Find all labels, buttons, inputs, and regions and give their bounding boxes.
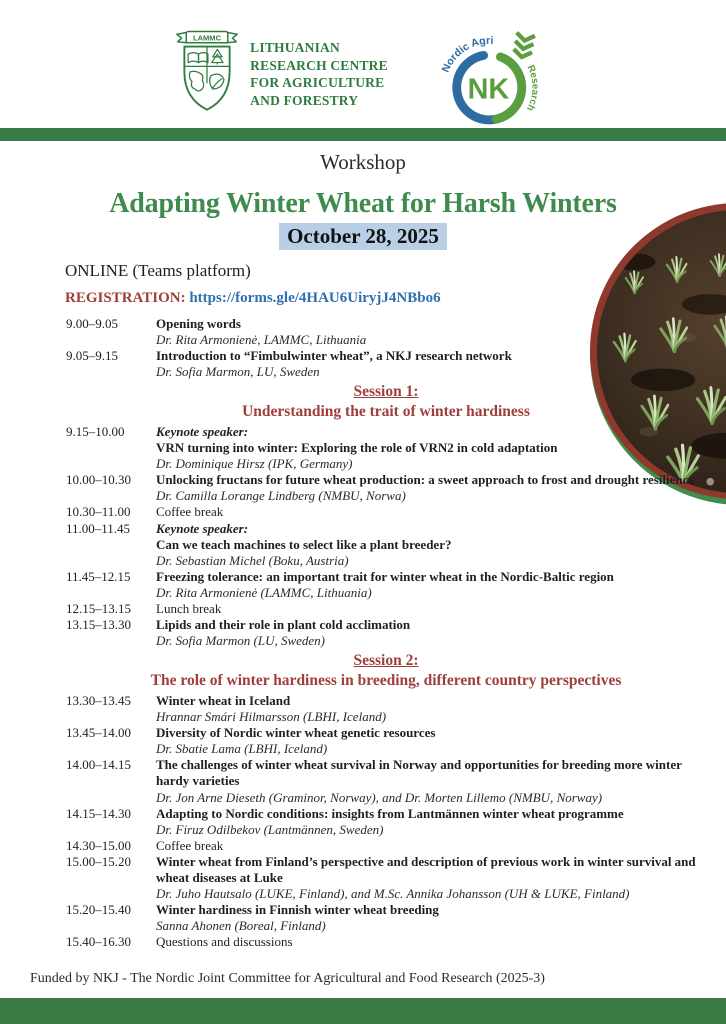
talk-title: Lunch break [156, 601, 222, 617]
talk-title: Lipids and their role in plant cold acclimation [156, 617, 411, 633]
schedule-row [66, 934, 706, 950]
schedule-row [66, 838, 706, 854]
schedule [66, 316, 706, 951]
event-date-line [0, 223, 726, 250]
time-slot: 13.15–13.30 [66, 617, 131, 633]
schedule-row [66, 424, 706, 472]
talk-title: Unlocking fructans for future wheat production: a sweet approach to frost and drought resilience [156, 472, 695, 488]
time-slot: 10.00–10.30 [66, 472, 131, 488]
talk-details [156, 424, 704, 472]
nkj-arc-text-top: Nordic Agri [439, 34, 494, 75]
schedule-row [66, 348, 706, 380]
talk-title: Adapting to Nordic conditions: insights from Lantmännen winter wheat programme [156, 805, 624, 821]
lammc-name-line: FOR AGRICULTURE [250, 75, 385, 91]
time-slot: 13.45–14.00 [66, 725, 131, 741]
talk-details [156, 757, 704, 805]
event-date: October 28, 2025 [279, 223, 447, 250]
schedule-row [66, 693, 706, 725]
registration-line [65, 290, 441, 307]
time-slot: 14.00–14.15 [66, 757, 131, 773]
time-slot: 11.00–11.45 [66, 520, 131, 536]
talk-details [156, 838, 704, 854]
lammc-banner-text: LAMMC [193, 33, 222, 43]
speaker-name: Dr. Sebastian Michel (Boku, Austria) [156, 552, 349, 568]
nkj-logo-icon [434, 28, 552, 132]
speaker-name: Dr. Rita Armonienė (LAMMC, Lithuania) [156, 584, 372, 600]
session-header [66, 382, 706, 420]
speaker-name: Sanna Ahonen (Boreal, Finland) [156, 918, 326, 934]
session-subtitle: Understanding the trait of winter hardiness [242, 402, 530, 420]
talk-details [156, 316, 704, 348]
talk-details [156, 521, 704, 569]
time-slot: 13.30–13.45 [66, 692, 131, 708]
talk-details [156, 854, 704, 902]
schedule-row [66, 757, 706, 805]
talk-title: Opening words [156, 316, 241, 331]
talk-title: Freezing tolerance: an important trait for winter wheat in the Nordic-Baltic region [156, 568, 614, 584]
schedule-row [66, 316, 706, 348]
session-subtitle: The role of winter hardiness in breeding, different country perspectives [150, 671, 622, 689]
time-slot: 14.30–15.00 [66, 837, 131, 853]
keynote-tag: Keynote speaker: [156, 520, 249, 536]
schedule-row [66, 902, 706, 934]
registration-link[interactable]: https://forms.gle/4HAU6UiryjJ4NBbo6 [189, 290, 441, 306]
time-slot: 10.30–11.00 [66, 504, 131, 520]
talk-details [156, 601, 704, 617]
session-header [66, 651, 706, 689]
speaker-name: Dr. Rita Armonienė, LAMMC, Lithuania [156, 332, 367, 348]
talk-details [156, 693, 704, 725]
speaker-name: Dr. Dominique Hirsz (IPK, Germany) [156, 456, 353, 472]
speaker-name: Dr. Juho Hautsalo (LUKE, Finland), and M.Sc. Annika Johansson (UH & LUKE, Finland) [156, 886, 630, 902]
schedule-row [66, 521, 706, 569]
session-label: Session 1: [353, 383, 419, 401]
page-title: Adapting Winter Wheat for Harsh Winters [109, 188, 617, 219]
keynote-tag: Keynote speaker: [156, 423, 249, 439]
talk-title: Winter wheat from Finland’s perspective and description of previous work in winter survival and wheat diseases at Luke [156, 853, 696, 886]
time-slot: 14.15–14.30 [66, 805, 131, 821]
talk-details [156, 569, 704, 601]
talk-details [156, 472, 704, 504]
schedule-row [66, 806, 706, 838]
lammc-name [250, 39, 388, 109]
speaker-name: Dr. Jon Arne Dieseth (Graminor, Norway), and Dr. Morten Lillemo (NMBU, Norway) [156, 789, 603, 805]
lammc-name-line: AND FORESTRY [250, 92, 359, 108]
lammc-name-line: RESEARCH CENTRE [250, 57, 388, 73]
speaker-name: Hrannar Smári Hilmarsson (LBHI, Iceland) [156, 708, 387, 724]
schedule-row [66, 601, 706, 617]
talk-title: Coffee break [156, 837, 224, 853]
time-slot: 9.15–10.00 [66, 423, 125, 439]
schedule-row [66, 569, 706, 601]
talk-title: VRN turning into winter: Exploring the role of VRN2 in cold adaptation [156, 439, 558, 455]
talk-details [156, 348, 704, 380]
event-venue: ONLINE (Teams platform) [65, 261, 251, 280]
time-slot: 11.45–12.15 [66, 568, 131, 584]
speaker-name: Dr. Firuz Odilbekov (Lantmännen, Sweden) [156, 821, 384, 837]
nkj-letters: NK [467, 73, 509, 106]
talk-title: Coffee break [156, 504, 224, 520]
wheat-chevrons-icon [512, 33, 534, 59]
lammc-crest-icon [174, 28, 240, 116]
time-slot: 9.00–9.05 [66, 316, 118, 331]
nkj-arc-text-right: Research [523, 63, 541, 113]
talk-title: Can we teach machines to select like a plant breeder? [156, 536, 452, 552]
schedule-row [66, 854, 706, 902]
time-slot: 12.15–13.15 [66, 601, 131, 617]
time-slot: 15.00–15.20 [66, 853, 131, 869]
schedule-row [66, 617, 706, 649]
time-slot: 15.40–16.30 [66, 934, 131, 950]
talk-title: Winter wheat in Iceland [156, 692, 291, 708]
talk-details [156, 902, 704, 934]
time-slot: 9.05–9.15 [66, 348, 118, 364]
speaker-name: Dr. Camilla Lorange Lindberg (NMBU, Norwa) [156, 488, 406, 504]
talk-title: Winter hardiness in Finnish winter wheat breeding [156, 902, 439, 918]
lammc-logo [174, 28, 388, 116]
header [0, 28, 726, 132]
talk-title: Questions and discussions [156, 934, 293, 950]
speaker-name: Dr. Sbatie Lama (LBHI, Iceland) [156, 741, 328, 757]
svg-text:Research [524, 64, 541, 113]
talk-title: The challenges of winter wheat survival in Norway and opportunities for breeding more winter hardy varieties [156, 757, 682, 789]
talk-title: Introduction to “Fimbulwinter wheat”, a NKJ research network [156, 348, 512, 364]
talk-details [156, 725, 704, 757]
speaker-name: Dr. Sofia Marmon (LU, Sweden) [156, 633, 325, 649]
talk-details [156, 617, 704, 649]
talk-details [156, 806, 704, 838]
time-slot: 15.20–15.40 [66, 902, 131, 918]
schedule-row [66, 504, 706, 520]
schedule-row [66, 472, 706, 504]
talk-title: Diversity of Nordic winter wheat genetic resources [156, 725, 436, 741]
workshop-kicker: Workshop [320, 150, 406, 174]
bottom-bar [0, 998, 726, 1024]
registration-label: REGISTRATION: [65, 290, 186, 306]
lammc-name-line: LITHUANIAN [250, 40, 340, 55]
funding-note: Funded by NKJ - The Nordic Joint Committee for Agricultural and Food Research (2025-3) [30, 971, 545, 986]
talk-details [156, 504, 704, 520]
schedule-row [66, 725, 706, 757]
talk-details [156, 934, 704, 950]
session-label: Session 2: [353, 652, 419, 670]
top-divider-bar [0, 128, 726, 141]
speaker-name: Dr. Sofia Marmon, LU, Sweden [156, 364, 320, 380]
